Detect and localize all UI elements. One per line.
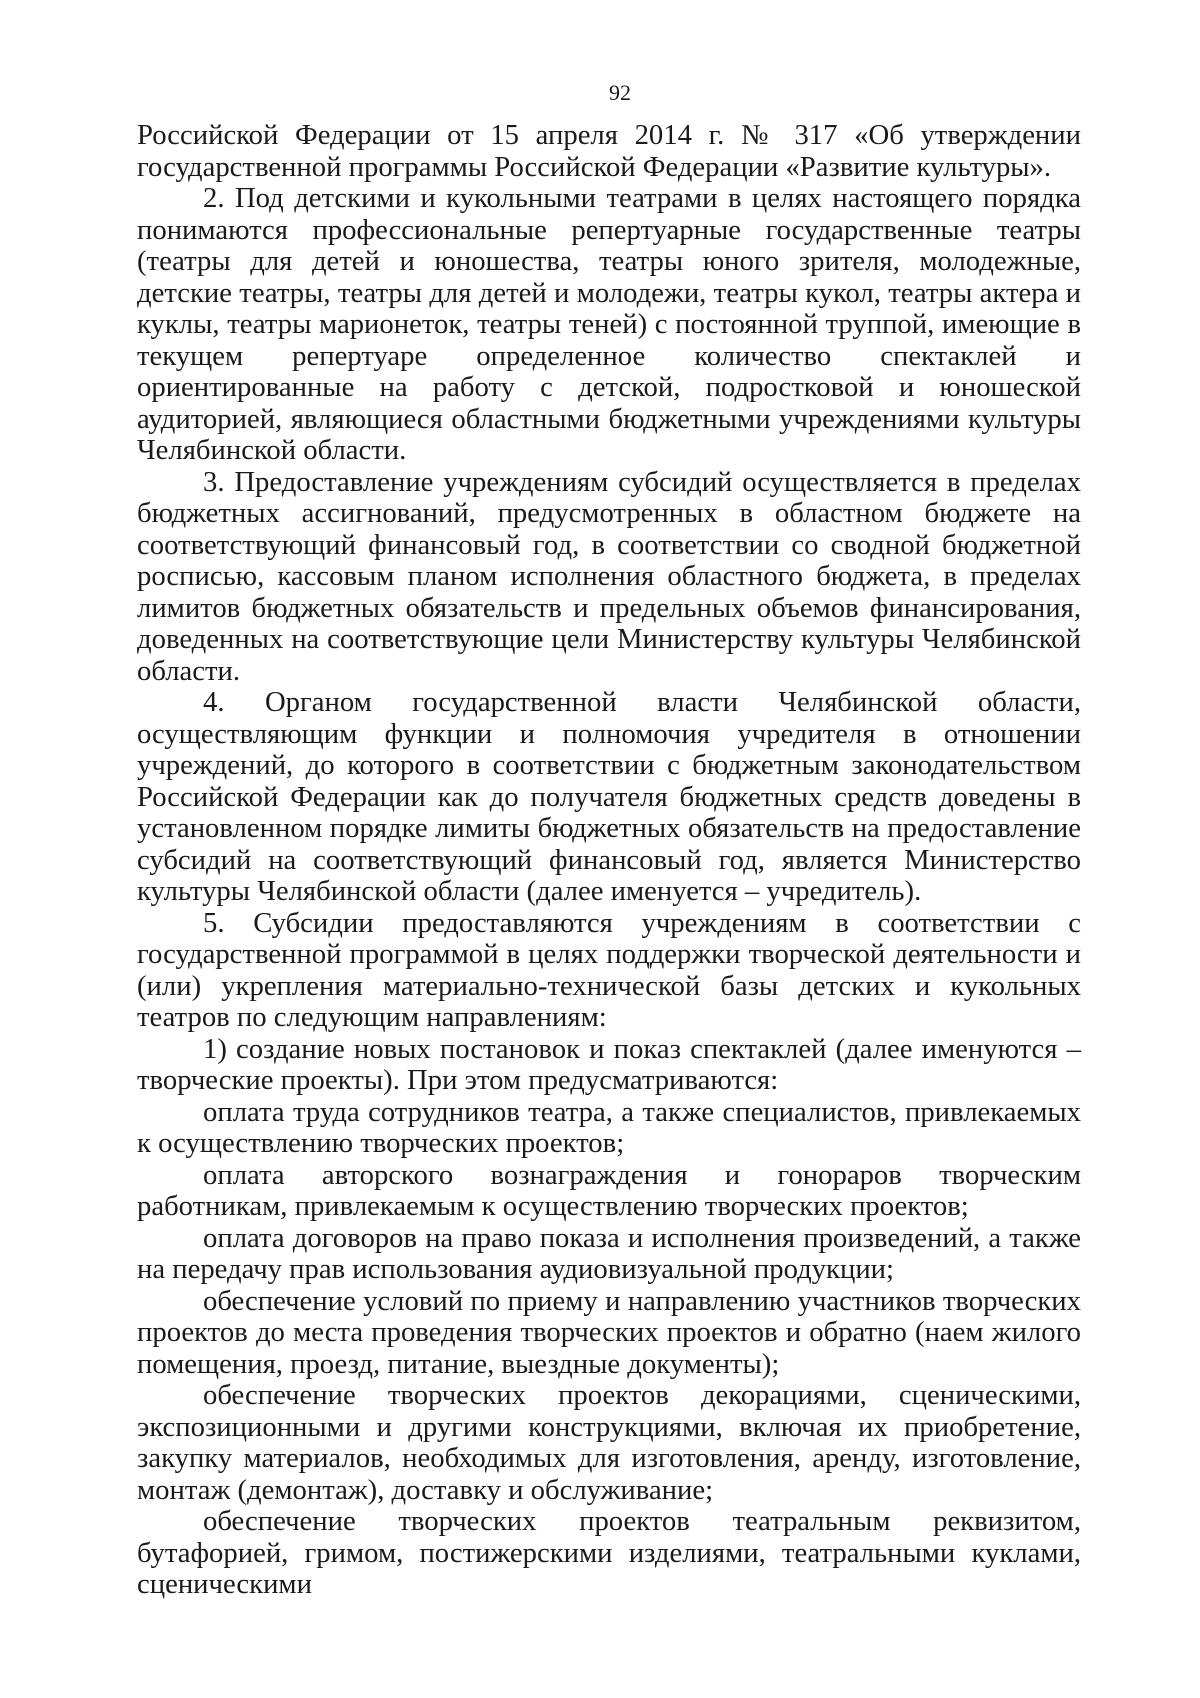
- sub-item-scenery: обеспечение творческих проектов декорациями, сценическими, экспозиционными и другими конструкциями, включая их приобретение, закупку материалов, необходимых для изготовления, аренду, изготовление, монтаж (демонтаж), доставку и обслуживание;: [137, 1379, 1081, 1506]
- paragraph-3: 3. Предоставление учреждениям субсидий осуществляется в пределах бюджетных ассигнований, предусмотренных в областном бюджете на соответствующий финансовый год, в соответствии со сводной бюджетной росписью, кассовым планом исполнения областного бюджета, в пределах лимитов бюджетных обязательств и предельных объемов финансирования, доведенных на соответствующие цели Министерству культуры Челябинской области.: [137, 465, 1081, 687]
- sub-item-performance-rights: оплата договоров на право показа и исполнения произведений, а также на передачу прав использования аудиовизуальной продукции;: [137, 1221, 1081, 1285]
- paragraph-4: 4. Органом государственной власти Челябинской области, осуществляющим функции и полномочия учредителя в отношении учреждений, до которого в соответствии с бюджетным законодательством Российской Федерации как до получателя бюджетных средств доведены в установленном порядке лимиты бюджетных обязательств на предоставление субсидий на соответствующий финансовый год, является Министерство культуры Челябинской области (далее именуется – учредитель).: [137, 686, 1081, 907]
- list-item-1: 1) создание новых постановок и показ спектаклей (далее именуются – творческие проекты). При этом предусматриваются:: [137, 1032, 1081, 1096]
- document-body: [137, 120, 1081, 1601]
- sub-item-staff-pay: оплата труда сотрудников театра, а также специалистов, привлекаемых к осуществлению творческих проектов;: [137, 1095, 1081, 1159]
- paragraph-5: 5. Субсидии предоставляются учреждениям в соответствии с государственной программой в целях поддержки творческой деятельности и (или) укрепления материально-технической базы детских и кукольных театров по следующим направлениям:: [137, 906, 1081, 1033]
- sub-item-author-fees: оплата авторского вознаграждения и гонораров творческим работникам, привлекаемым к осуществлению творческих проектов;: [137, 1158, 1081, 1222]
- sub-item-travel: обеспечение условий по приему и направлению участников творческих проектов до места проведения творческих проектов и обратно (наем жилого помещения, проезд, питание, выездные документы);: [137, 1284, 1081, 1380]
- paragraph-1-continuation: Российской Федерации от 15 апреля 2014 г. № 317 «Об утверждении государственной программы Российской Федерации «Развитие культуры».: [137, 119, 1081, 183]
- paragraph-2: 2. Под детскими и кукольными театрами в целях настоящего порядка понимаются профессиональные репертуарные государственные театры (театры для детей и юношества, театры юного зрителя, молодежные, детские театры, театры для детей и молодежи, театры кукол, театры актера и куклы, театры марионеток, театры теней) с постоянной труппой, имеющие в текущем репертуаре определенное количество спектаклей и ориентированные на работу с детской, подростковой и юношеской аудиторией, являющиеся областными бюджетными учреждениями культуры Челябинской области.: [137, 182, 1081, 466]
- sub-item-props: обеспечение творческих проектов театральным реквизитом, бутафорией, гримом, постижерскими изделиями, театральными куклами, сценическими: [137, 1505, 1081, 1600]
- page-number: 92: [609, 80, 631, 105]
